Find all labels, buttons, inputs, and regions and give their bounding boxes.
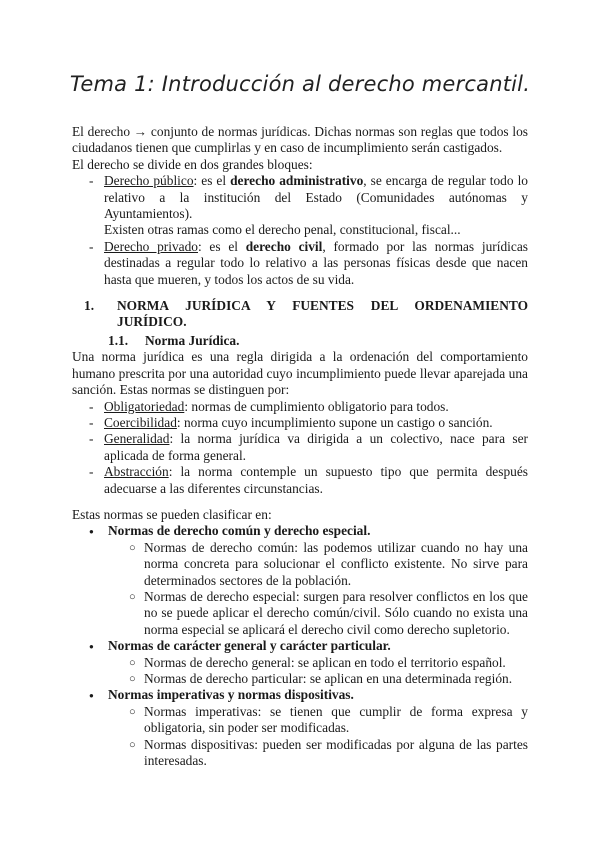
section-1-heading: 1. NORMA JURÍDICA Y FUENTES DEL ORDENAMIENTO JURÍDICO. (84, 298, 528, 330)
term-private-law: Derecho privado (104, 238, 198, 254)
document-body (72, 124, 528, 769)
norm-definition-paragraph: Una norma jurídica es una regla dirigida a la ordenación del comportamiento humano prescrita por una autoridad cuyo incumplimiento puede llevar aparejada una sanción. Estas normas se distinguen por: (72, 349, 528, 398)
list-item: - Obligatoriedad: normas de cumplimiento obligatorio para todos. (72, 399, 528, 415)
list-item: ○ Normas de derecho especial: surgen para resolver conflictos en los que no se puede aplicar el derecho común/civil. Sólo cuando no exista una norma especial se aplicará el derecho civil como derecho supletorio. (72, 589, 528, 638)
list-item: ○ Normas dispositivas: pueden ser modificadas por alguna de las partes interesadas. (72, 737, 528, 770)
list-item: ● Normas de carácter general y carácter particular. (72, 638, 528, 654)
list-item: ○ Normas de derecho común: las podemos utilizar cuando no hay una norma concreta para solucionar el conflicto existente. No sirve para determinados sectores de la población. (72, 540, 528, 589)
classification-intro: Estas normas se pueden clasificar en: (72, 506, 272, 522)
list-item: ● Normas de derecho común y derecho especial. (72, 523, 528, 539)
list-item: - Coercibilidad: norma cuyo incumplimiento supone un castigo o sanción. (72, 415, 528, 431)
bold-administrative-law: derecho administrativo (230, 173, 364, 189)
classification-list (72, 523, 528, 769)
norm-features-list (72, 399, 528, 497)
list-item: ● Normas imperativas y normas dispositivas. (72, 687, 528, 703)
bold-civil-law: derecho civil (245, 238, 323, 254)
list-item: - Abstracción: la norma contemple un supuesto tipo que permita después adecuarse a las diferentes circunstancias. (72, 464, 528, 497)
list-item-public-law: - Derecho público: es el derecho administrativo, se encarga de regular todo lo relativo a la institución del Estado (Comunidades autónomas y Ayuntamientos). Existen otras ramas como el derecho penal, constitucional, fiscal... (72, 173, 528, 239)
list-item: ○ Normas de derecho particular: se aplican en una determinada región. (72, 671, 528, 687)
intro-blocks-paragraph: El derecho se divide en dos grandes bloques: (72, 156, 313, 172)
term-public-law: Derecho público (104, 173, 194, 189)
list-item: ○ Normas de derecho general: se aplican en todo el territorio español. (72, 655, 528, 671)
law-blocks-list (72, 173, 528, 288)
list-item-private-law: - Derecho privado: es el derecho civil, formado por las normas jurídicas destinadas a regular todo lo relativo a las personas físicas desde que nacen hasta que mueren, y todos los actos de su vida. (72, 239, 528, 288)
subsection-1-1-heading: 1.1. Norma Jurídica. (108, 332, 240, 348)
list-item: - Generalidad: la norma jurídica va dirigida a un colectivo, nace para ser aplicada de forma general. (72, 431, 528, 464)
list-item: ○ Normas imperativas: se tienen que cumplir de forma expresa y obligatoria, sin poder ser modificadas. (72, 704, 528, 737)
document-title: Tema 1: Introducción al derecho mercantil. (69, 72, 531, 96)
intro-paragraph: El derecho → conjunto de normas jurídicas. Dichas normas son reglas que todos los ciudadanos tienen que cumplirlas y en caso de incumplimiento serán castigados. (72, 124, 528, 156)
public-law-extra: Existen otras ramas como el derecho penal, constitucional, fiscal... (104, 222, 461, 238)
